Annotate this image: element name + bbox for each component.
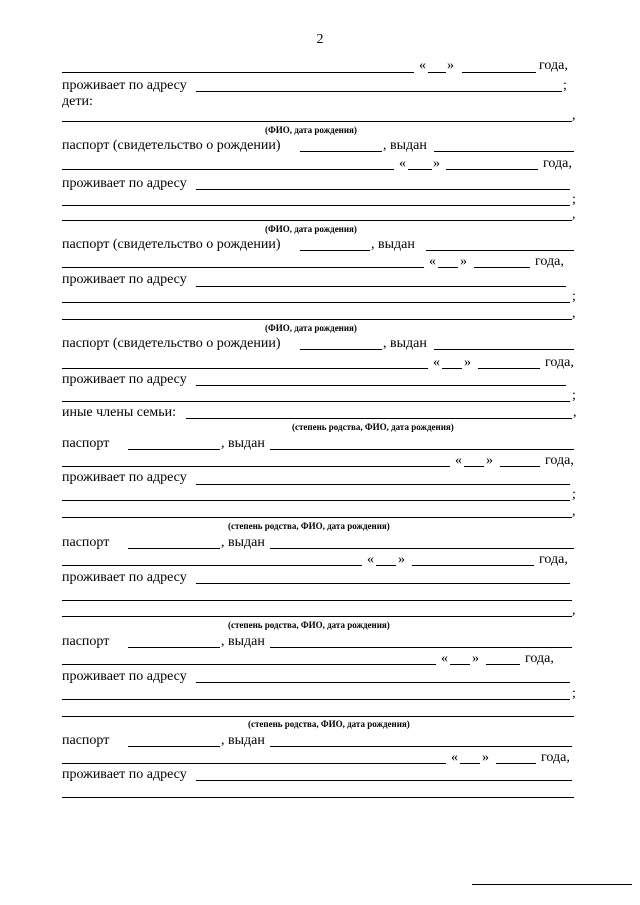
blank-line bbox=[62, 797, 574, 798]
goda-label: года, bbox=[545, 355, 574, 370]
blank-line bbox=[62, 368, 428, 369]
date-quote-close: » bbox=[464, 355, 471, 370]
blank-line bbox=[62, 121, 572, 122]
blank-line bbox=[196, 682, 570, 683]
blank-line bbox=[376, 565, 396, 566]
semicolon: ; bbox=[572, 289, 576, 304]
blank-line bbox=[464, 466, 484, 467]
date-quote-close: » bbox=[482, 750, 489, 765]
blank-line bbox=[412, 565, 534, 566]
blank-line bbox=[62, 169, 394, 170]
comma: , bbox=[573, 405, 577, 420]
goda-label: года, bbox=[541, 750, 570, 765]
date-quote-close: » bbox=[460, 254, 467, 269]
caption-relation: (степень родства, ФИО, дата рождения) bbox=[292, 422, 454, 432]
blank-line bbox=[62, 466, 450, 467]
caption-fio: (ФИО, дата рождения) bbox=[265, 323, 357, 333]
blank-line bbox=[300, 151, 382, 152]
blank-line bbox=[496, 763, 536, 764]
issued-label: , выдан bbox=[383, 138, 427, 153]
passport-label: паспорт bbox=[62, 634, 110, 649]
address-label: проживает по адресу bbox=[62, 570, 187, 585]
blank-line bbox=[462, 72, 536, 73]
date-quote-open: « bbox=[451, 750, 458, 765]
blank-line bbox=[196, 385, 566, 386]
blank-line bbox=[128, 449, 220, 450]
blank-line bbox=[500, 466, 540, 467]
blank-line bbox=[196, 189, 570, 190]
blank-line bbox=[62, 267, 424, 268]
passport-label: паспорт bbox=[62, 436, 110, 451]
comma: , bbox=[572, 306, 576, 321]
issued-label: , выдан bbox=[371, 237, 415, 252]
address-label: проживает по адресу bbox=[62, 470, 187, 485]
blank-line bbox=[434, 349, 574, 350]
blank-line bbox=[62, 616, 572, 617]
comma: , bbox=[572, 504, 576, 519]
blank-line bbox=[438, 267, 458, 268]
blank-line bbox=[270, 449, 574, 450]
blank-line bbox=[196, 780, 572, 781]
issued-label: , выдан bbox=[221, 634, 265, 649]
address-label: проживает по адресу bbox=[62, 372, 187, 387]
blank-line bbox=[196, 583, 570, 584]
date-quote-close: » bbox=[433, 156, 440, 171]
children-label: дети: bbox=[62, 94, 93, 109]
blank-line bbox=[478, 368, 540, 369]
semicolon: ; bbox=[563, 78, 567, 93]
date-quote-open: « bbox=[419, 58, 426, 73]
blank-line bbox=[62, 401, 570, 402]
blank-line bbox=[62, 302, 570, 303]
blank-line bbox=[62, 220, 572, 221]
date-quote-open: « bbox=[367, 552, 374, 567]
date-quote-close: » bbox=[398, 552, 405, 567]
goda-label: года, bbox=[525, 651, 554, 666]
caption-fio: (ФИО, дата рождения) bbox=[265, 224, 357, 234]
address-label: проживает по адресу bbox=[62, 767, 187, 782]
passport-label: паспорт bbox=[62, 535, 110, 550]
footer-rule bbox=[472, 884, 632, 885]
date-quote-close: » bbox=[472, 651, 479, 666]
blank-line bbox=[62, 72, 414, 73]
passport-cert-label: паспорт (свидетельство о рождении) bbox=[62, 336, 281, 351]
blank-line bbox=[196, 484, 570, 485]
issued-label: , выдан bbox=[221, 436, 265, 451]
blank-line bbox=[442, 368, 462, 369]
goda-label: года, bbox=[543, 156, 572, 171]
blank-line bbox=[62, 716, 574, 717]
other-family-label: иные члены семьи: bbox=[62, 405, 176, 420]
address-label: проживает по адресу bbox=[62, 78, 187, 93]
blank-line bbox=[196, 91, 562, 92]
blank-line bbox=[474, 267, 530, 268]
date-quote-open: « bbox=[433, 355, 440, 370]
date-quote-open: « bbox=[429, 254, 436, 269]
blank-line bbox=[62, 319, 572, 320]
blank-line bbox=[62, 500, 570, 501]
semicolon: ; bbox=[572, 487, 576, 502]
blank-line bbox=[428, 72, 446, 73]
comma: , bbox=[572, 603, 576, 618]
goda-label: года, bbox=[545, 453, 574, 468]
blank-line bbox=[62, 763, 446, 764]
blank-line bbox=[434, 151, 574, 152]
blank-line bbox=[460, 763, 480, 764]
blank-line bbox=[62, 664, 436, 665]
blank-line bbox=[128, 746, 220, 747]
blank-line bbox=[62, 600, 572, 601]
blank-line bbox=[486, 664, 520, 665]
caption-fio: (ФИО, дата рождения) bbox=[265, 125, 357, 135]
caption-relation: (степень родства, ФИО, дата рождения) bbox=[228, 620, 390, 630]
date-quote-close: » bbox=[447, 58, 454, 73]
comma: , bbox=[572, 207, 576, 222]
goda-label: года, bbox=[539, 552, 568, 567]
date-quote-open: « bbox=[441, 651, 448, 666]
blank-line bbox=[186, 418, 572, 419]
semicolon: ; bbox=[572, 192, 576, 207]
address-label: проживает по адресу bbox=[62, 176, 187, 191]
blank-line bbox=[128, 647, 220, 648]
passport-cert-label: паспорт (свидетельство о рождении) bbox=[62, 138, 281, 153]
blank-line bbox=[128, 548, 220, 549]
semicolon: ; bbox=[572, 388, 576, 403]
caption-relation: (степень родства, ФИО, дата рождения) bbox=[248, 719, 410, 729]
semicolon: ; bbox=[572, 686, 576, 701]
caption-relation: (степень родства, ФИО, дата рождения) bbox=[228, 521, 390, 531]
blank-line bbox=[300, 349, 382, 350]
date-quote-open: « bbox=[399, 156, 406, 171]
page-number: 2 bbox=[316, 32, 324, 47]
comma: , bbox=[572, 108, 576, 123]
passport-cert-label: паспорт (свидетельство о рождении) bbox=[62, 237, 281, 252]
blank-line bbox=[62, 517, 572, 518]
blank-line bbox=[270, 746, 572, 747]
blank-line bbox=[62, 565, 362, 566]
passport-label: паспорт bbox=[62, 733, 110, 748]
blank-line bbox=[196, 286, 566, 287]
blank-line bbox=[446, 169, 538, 170]
issued-label: , выдан bbox=[221, 733, 265, 748]
date-quote-open: « bbox=[455, 453, 462, 468]
blank-line bbox=[62, 699, 570, 700]
blank-line bbox=[408, 169, 432, 170]
blank-line bbox=[450, 664, 470, 665]
issued-label: , выдан bbox=[221, 535, 265, 550]
blank-line bbox=[300, 250, 370, 251]
date-quote-close: » bbox=[486, 453, 493, 468]
blank-line bbox=[62, 205, 570, 206]
blank-line bbox=[426, 250, 574, 251]
address-label: проживает по адресу bbox=[62, 272, 187, 287]
blank-line bbox=[270, 548, 574, 549]
blank-line bbox=[270, 647, 572, 648]
goda-label: года, bbox=[535, 254, 564, 269]
issued-label: , выдан bbox=[383, 336, 427, 351]
address-label: проживает по адресу bbox=[62, 669, 187, 684]
goda-label: года, bbox=[539, 58, 568, 73]
